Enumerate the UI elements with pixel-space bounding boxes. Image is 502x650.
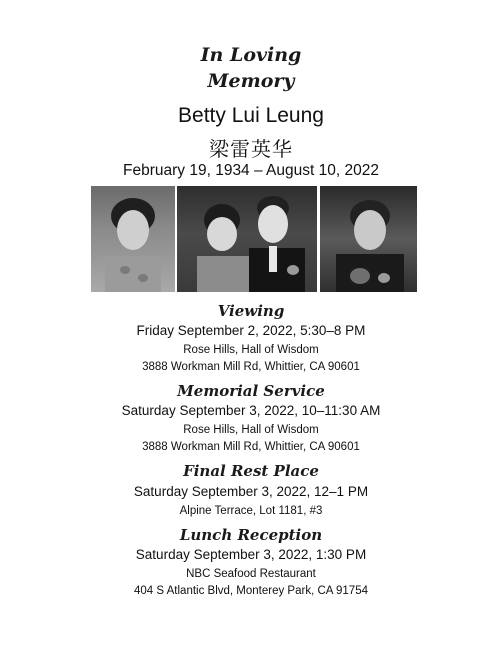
memory-heading-line2: Memory (207, 70, 295, 92)
name-title: Betty Lui Leung (178, 104, 324, 127)
lunch-datetime: Saturday September 3, 2022, 1:30 PM (135, 547, 367, 562)
rest-place-datetime: Saturday September 3, 2022, 12–1 PM (133, 484, 369, 499)
portrait-photo-elder (320, 186, 417, 292)
lunch-heading: Lunch Reception (179, 526, 323, 544)
rest-place-location: Alpine Terrace, Lot 1181, #3 (179, 505, 323, 517)
rest-place-heading: Final Rest Place (183, 462, 319, 480)
viewing-heading: Viewing (217, 302, 285, 320)
chinese-name: 梁雷英华 (209, 137, 293, 161)
couple-photo (177, 186, 317, 292)
viewing-datetime: Friday September 2, 2022, 5:30–8 PM (136, 323, 366, 338)
portrait-photo-young (91, 186, 175, 292)
service-address: 3888 Workman Mill Rd, Whittier, CA 90601 (142, 441, 360, 453)
life-dates: February 19, 1934 – August 10, 2022 (123, 162, 379, 179)
lunch-address: 404 S Atlantic Blvd, Monterey Park, CA 91754 (134, 585, 368, 597)
service-datetime: Saturday September 3, 2022, 10–11:30 AM (121, 403, 381, 418)
service-venue: Rose Hills, Hall of Wisdom (183, 424, 319, 436)
lunch-venue: NBC Seafood Restaurant (186, 568, 316, 580)
service-heading: Memorial Service (177, 382, 325, 400)
memory-heading-line1: In Loving (200, 44, 302, 66)
viewing-venue: Rose Hills, Hall of Wisdom (183, 344, 319, 356)
viewing-address: 3888 Workman Mill Rd, Whittier, CA 90601 (142, 361, 360, 373)
